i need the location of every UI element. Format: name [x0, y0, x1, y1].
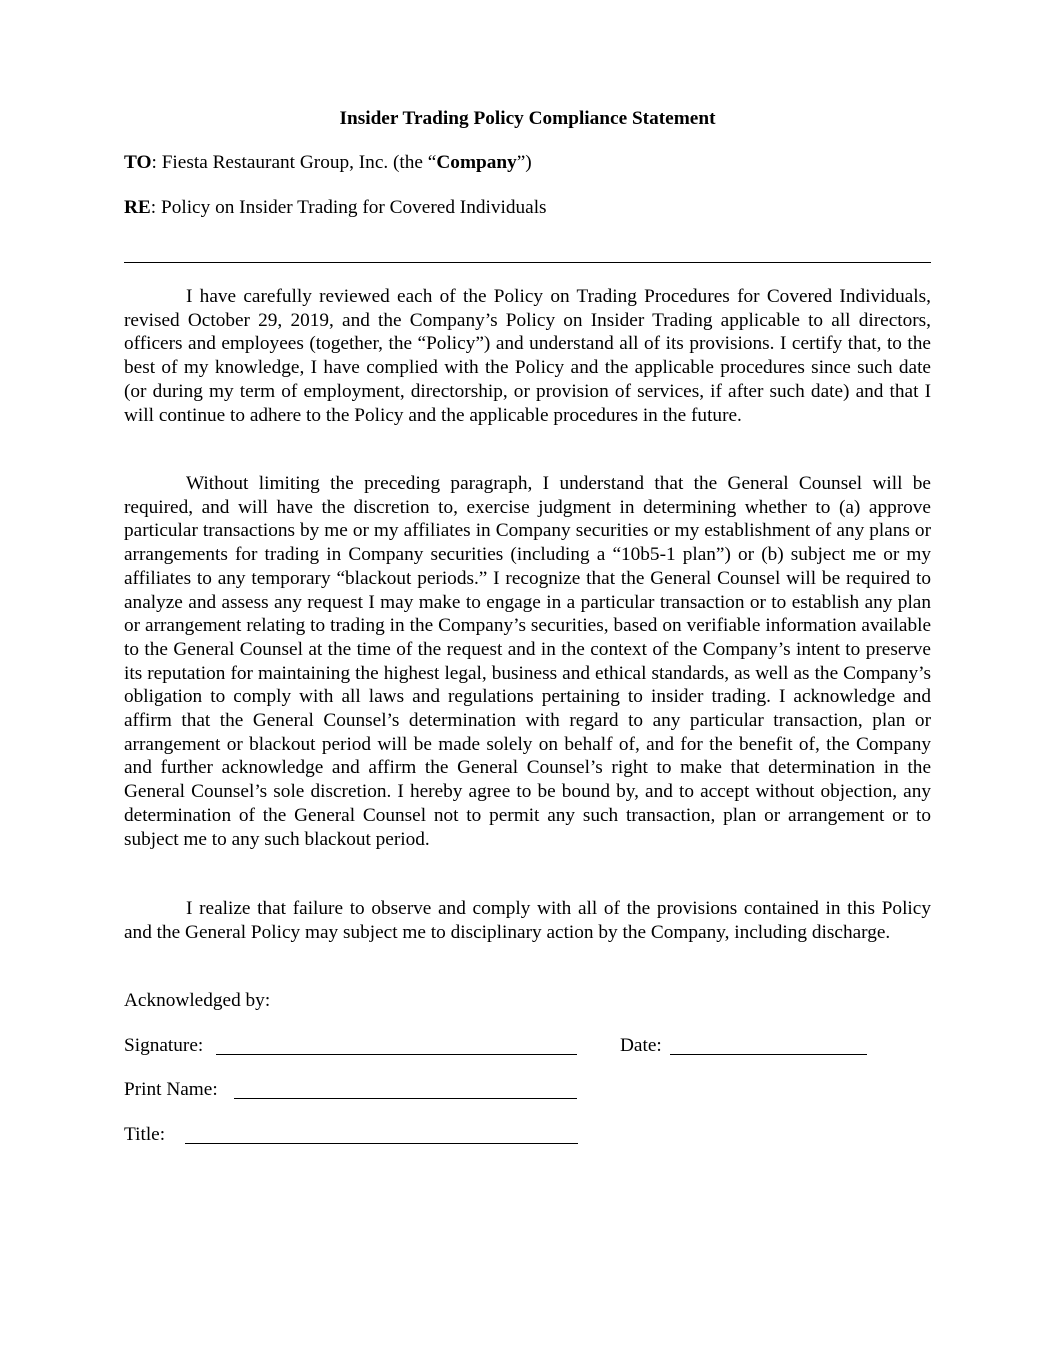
re-label: RE [124, 197, 151, 218]
to-text-before: : Fiesta Restaurant Group, Inc. (the “ [151, 152, 437, 173]
document-title: Insider Trading Policy Compliance Statement [339, 108, 716, 129]
to-line [124, 150, 532, 176]
acknowledged-by: Acknowledged by: [124, 990, 271, 1011]
header-divider [124, 262, 931, 263]
company-term: Company [436, 152, 517, 173]
paragraph-review-certification: I have carefully reviewed each of the Policy on Trading Procedures for Covered Individuals, revised October 29, 2019, and the Company’s Policy on Insider Trading applicable to all directors, officers and employees (together, the “Policy”) and understand all of its provisions. I certify that, to the best of my knowledge, I have complied with the Policy and the applicable procedures since such date (or during my term of employment, directorship, or provision of services, if after such date) and that I will continue to adhere to the Policy and the applicable procedures in the future. [124, 286, 931, 426]
signature-field[interactable] [216, 1054, 577, 1055]
re-line [124, 195, 547, 221]
title-label: Title: [124, 1124, 166, 1145]
print-name-field[interactable] [234, 1098, 577, 1099]
paragraph-general-counsel-discretion: Without limiting the preceding paragraph, I understand that the General Counsel will be required, and will have the discretion to, exercise judgment in determining whether to (a) approve particular transactions by me or my affiliates in Company securities or my establishment of any plans or arrangements for trading in Company securities (including a “10b5-1 plan”) or (b) subject me or my affiliates to any temporary “blackout periods.” I recognize that the General Counsel will be required to analyze and assess any request I may make to engage in a particular transaction or to establish any plan or arrangement relating to trading in the Company’s securities, based on verifiable information available to the General Counsel at the time of the request and in the context of the Company’s intent to preserve its reputation for maintaining the highest legal, business and ethical standards, as well as the Company’s obligation to comply with all laws and regulations pertaining to insider trading. I acknowledge and affirm that the General Counsel’s determination with regard to any particular transaction, plan or arrangement or blackout period will be made solely on behalf of, and for the benefit of, the Company and further acknowledge and affirm the General Counsel’s right to make that determination in the General Counsel’s sole discretion. I hereby agree to be bound by, and to accept without objection, any determination of the General Counsel not to permit any such transaction, plan or arrangement or to subject me to any such blackout period. [124, 473, 931, 850]
signature-label: Signature: [124, 1035, 204, 1056]
title-field[interactable] [185, 1143, 578, 1144]
paragraph-disciplinary-action: I realize that failure to observe and comply with all of the provisions contained in this Policy and the General Policy may subject me to disciplinary action by the Company, including discharge. [124, 898, 931, 943]
to-text-after: ”) [516, 152, 532, 173]
re-text: : Policy on Insider Trading for Covered Individuals [150, 197, 547, 218]
print-name-label: Print Name: [124, 1079, 218, 1100]
date-label: Date: [620, 1035, 662, 1056]
to-label: TO [124, 152, 152, 173]
date-field[interactable] [670, 1054, 867, 1055]
